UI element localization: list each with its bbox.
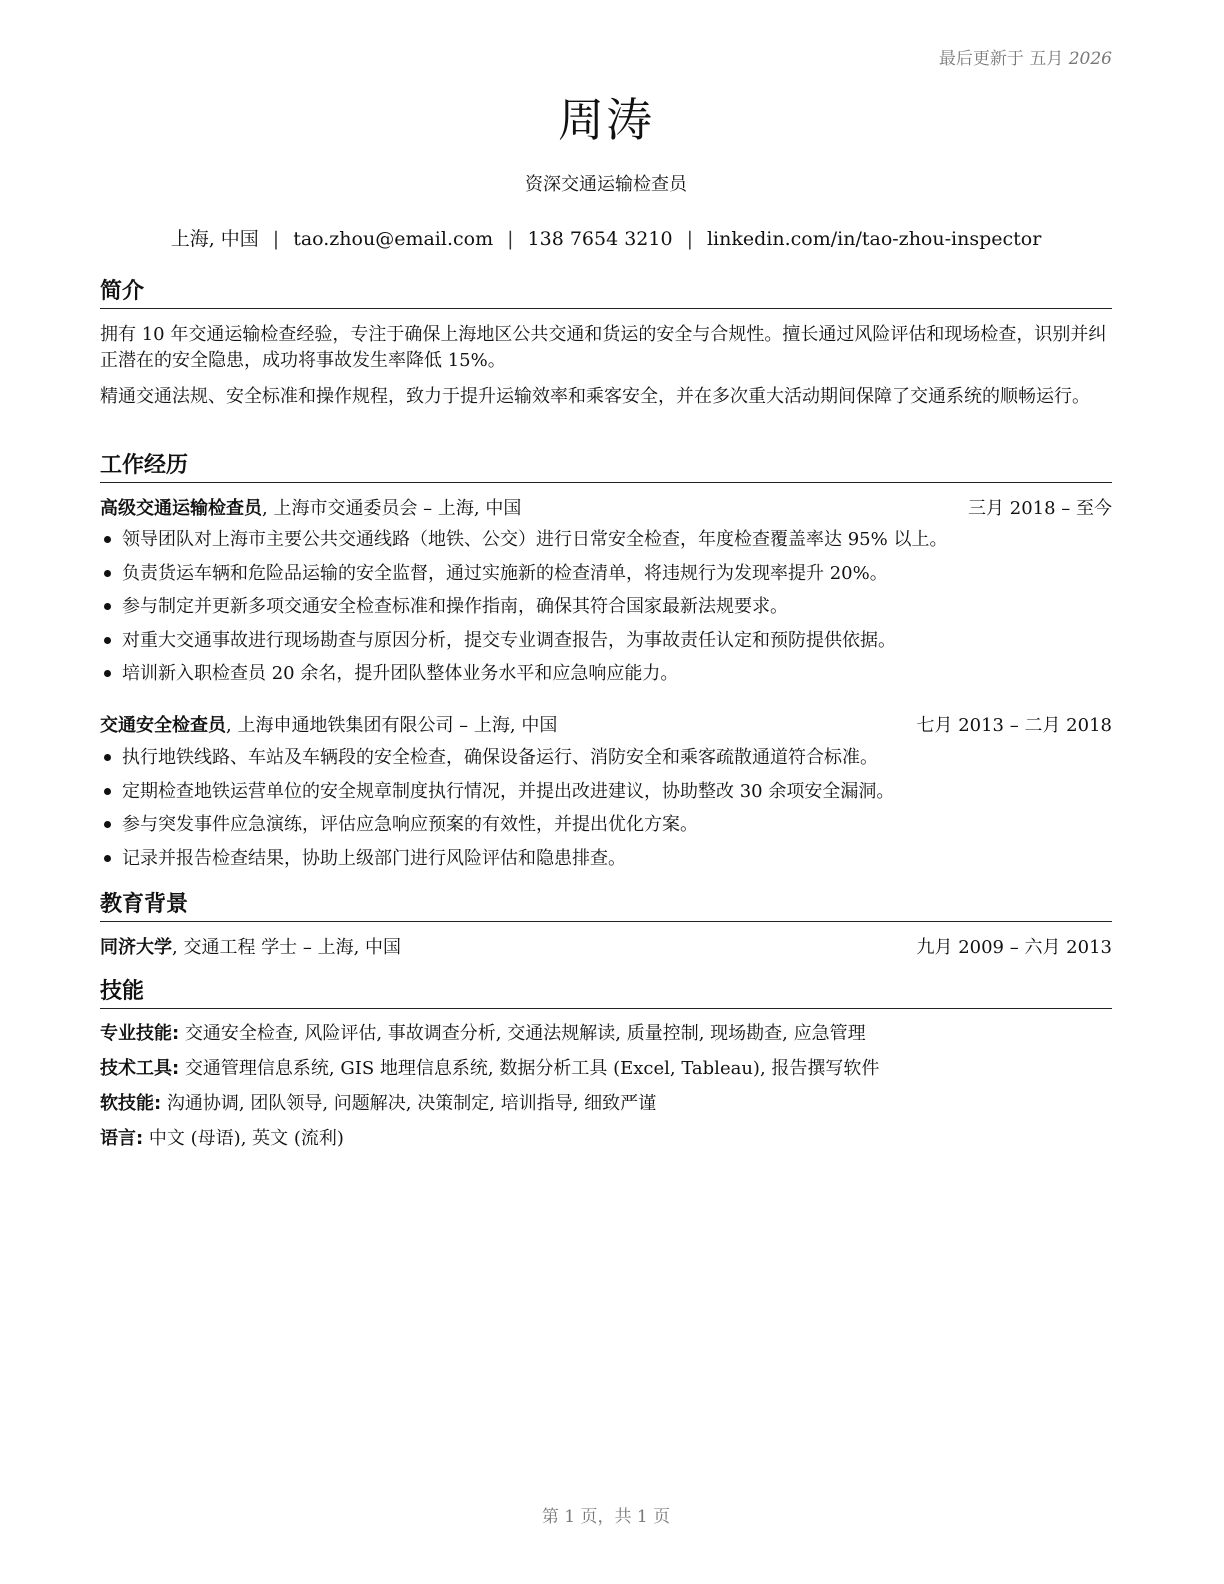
bullet-dot-icon (104, 570, 111, 577)
education-dates: 九月 2009 – 六月 2013 (916, 937, 1112, 958)
job-role: 交通安全检查员 (100, 715, 226, 736)
contact-linkedin[interactable]: linkedin.com/in/tao-zhou-inspector (706, 228, 1042, 250)
education-row (100, 935, 1112, 961)
bullet-text: 定期检查地铁运营单位的安全规章制度执行情况，并提出改进建议，协助整改 30 余项安全漏洞。 (122, 780, 895, 802)
last-updated-year: 2026 (1068, 49, 1112, 69)
candidate-name: 周涛 (558, 93, 654, 147)
bullet-text: 记录并报告检查结果，协助上级部门进行风险评估和隐患排查。 (122, 847, 626, 869)
bullet-text: 领导团队对上海市主要公共交通线路（地铁、公交）进行日常安全检查，年度检查覆盖率达 95% 以上。 (122, 529, 948, 550)
list-item (100, 775, 1112, 809)
summary-paragraph-2: 精通交通法规、安全标准和操作规程，致力于提升运输效率和乘客安全，并在多次重大活动期间保障了交通系统的顺畅运行。 (100, 386, 1090, 407)
job-dates: 七月 2013 – 二月 2018 (916, 715, 1112, 736)
contact-email[interactable]: tao.zhou@email.com (293, 228, 494, 250)
list-item (100, 590, 1112, 624)
contact-separator: | (272, 228, 280, 250)
experience-heading: 工作经历 (100, 452, 1112, 483)
skill-line (100, 1121, 1112, 1156)
list-item (100, 741, 1112, 775)
last-updated (939, 44, 1112, 69)
list-item (100, 557, 1112, 591)
contact-separator: | (686, 228, 693, 250)
list-item (100, 523, 1112, 557)
bullet-text: 执行地铁线路、车站及车辆段的安全检查，确保设备运行、消防安全和乘客疏散通道符合标准。 (122, 747, 878, 768)
skill-value: 交通管理信息系统, GIS 地理信息系统, 数据分析工具 (Excel, Tableau), 报告撰写软件 (179, 1058, 880, 1079)
skill-label: 技术工具: (100, 1058, 180, 1079)
skill-label: 专业技能: (100, 1023, 180, 1044)
list-item (100, 657, 1112, 691)
summary-heading: 简介 (100, 278, 1112, 309)
job-role: 高级交通运输检查员 (100, 498, 262, 519)
bullet-dot-icon (104, 788, 111, 795)
job-dates: 三月 2018 – 至今 (968, 498, 1112, 519)
bullet-dot-icon (104, 821, 111, 828)
bullet-text: 对重大交通事故进行现场勘查与原因分析，提交专业调查报告，为事故责任认定和预防提供依据。 (122, 629, 896, 651)
job-bullets (100, 741, 1112, 875)
last-updated-prefix: 最后更新于 五月 (938, 49, 1064, 69)
job-org-location: , 上海市交通委员会 – 上海, 中国 (262, 498, 522, 519)
bullet-text: 培训新入职检查员 20 余名，提升团队整体业务水平和应急响应能力。 (122, 663, 679, 684)
skill-line (100, 1016, 1112, 1051)
skill-value: 沟通协调, 团队领导, 问题解决, 决策制定, 培训指导, 细致严谨 (161, 1093, 657, 1114)
education-heading: 教育背景 (100, 891, 1112, 922)
skill-label: 语言: (100, 1128, 144, 1149)
skill-label: 软技能: (100, 1093, 162, 1114)
education-detail: , 交通工程 学士 – 上海, 中国 (172, 937, 402, 958)
bullet-dot-icon (104, 754, 111, 761)
bullet-dot-icon (104, 536, 111, 543)
list-item (100, 808, 1112, 842)
skill-value: 交通安全检查, 风险评估, 事故调查分析, 交通法规解读, 质量控制, 现场勘查, 应急管理 (179, 1023, 866, 1044)
contact-location: 上海, 中国 (170, 228, 259, 250)
bullet-text: 负责货运车辆和危险品运输的安全监督，通过实施新的检查清单，将违规行为发现率提升 20%。 (122, 562, 888, 584)
job-header (100, 713, 1112, 739)
list-item (100, 842, 1112, 876)
skill-line (100, 1086, 1112, 1121)
contact-separator: | (507, 228, 514, 250)
skills-list (100, 1016, 1112, 1156)
skills-heading: 技能 (100, 978, 1112, 1009)
bullet-dot-icon (104, 603, 111, 610)
job-org-location: , 上海申通地铁集团有限公司 – 上海, 中国 (226, 715, 558, 736)
bullet-dot-icon (104, 670, 111, 677)
bullet-text: 参与制定并更新多项交通安全检查标准和操作指南，确保其符合国家最新法规要求。 (122, 596, 788, 617)
skill-value: 中文 (母语), 英文 (流利) (143, 1128, 344, 1149)
bullet-dot-icon (104, 637, 111, 644)
skill-line (100, 1051, 1112, 1086)
list-item (100, 624, 1112, 658)
education-school: 同济大学 (100, 937, 172, 958)
job-header (100, 496, 1112, 522)
page-footer: 第 1 页，共 1 页 (541, 1507, 671, 1527)
job-bullets (100, 523, 1112, 691)
contact-phone: 138 7654 3210 (527, 228, 673, 250)
resume-page (100, 0, 1112, 1584)
candidate-title: 资深交通运输检查员 (525, 174, 687, 195)
bullet-dot-icon (104, 855, 111, 862)
contact-line (100, 224, 1112, 251)
summary-paragraph-1: 拥有 10 年交通运输检查经验，专注于确保上海地区公共交通和货运的安全与合规性。擅长通过风险评估和现场检查，识别并纠正潜在的安全隐患，成功将事故发生率降低 15%。 (100, 324, 1107, 371)
bullet-text: 参与突发事件应急演练，评估应急响应预案的有效性，并提出优化方案。 (122, 814, 698, 835)
